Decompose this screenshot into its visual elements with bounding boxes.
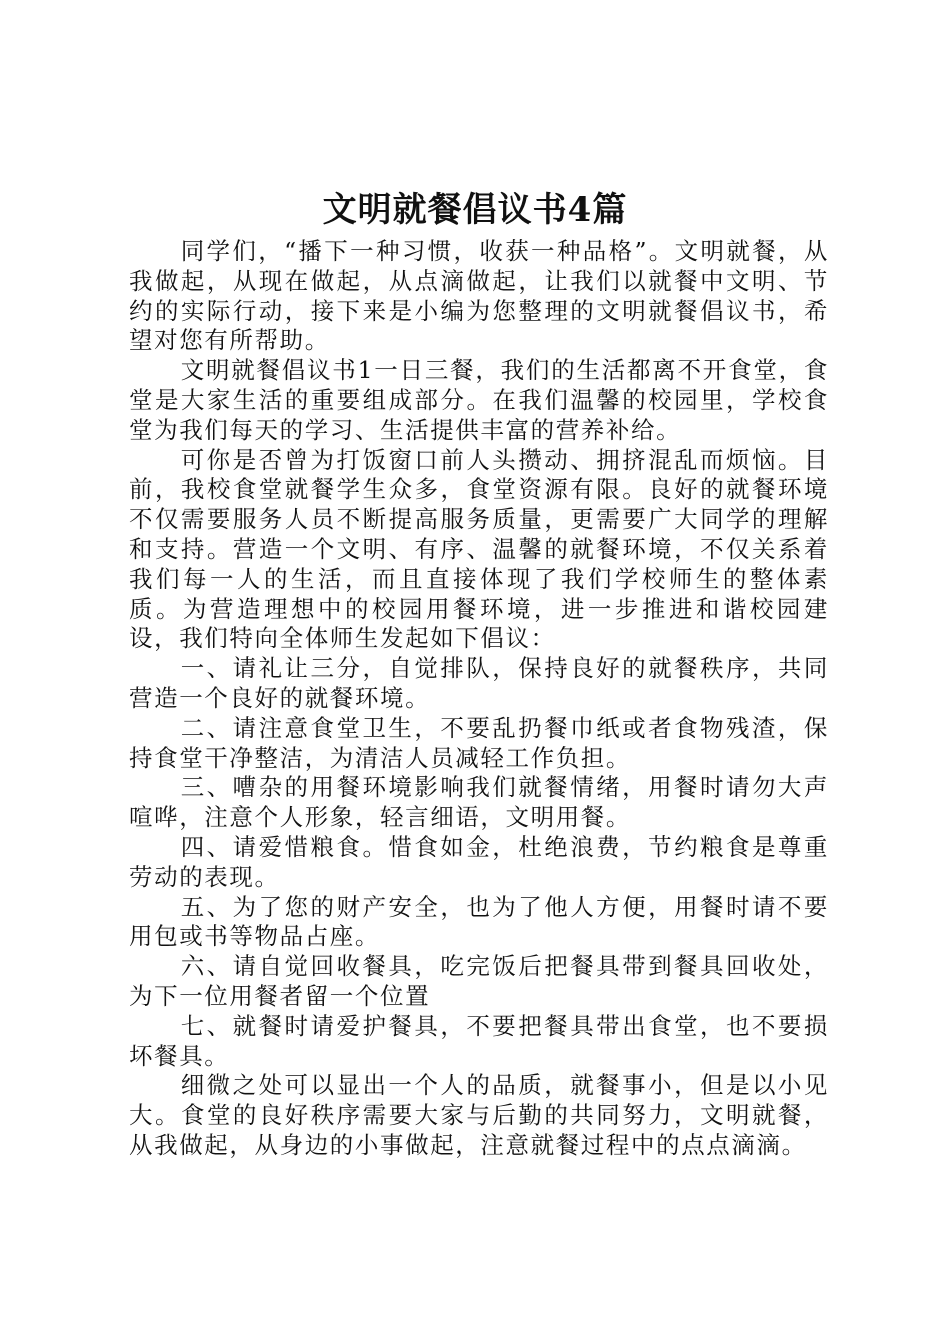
proposal-item-6: 六、请自觉回收餐具，吃完饭后把餐具带到餐具回收处，为下一位用餐者留一个位置 <box>129 952 829 1010</box>
proposal-item-5: 五、为了您的财产安全，也为了他人方便，用餐时请不要用包或书等物品占座。 <box>129 892 829 951</box>
closing-paragraph: 细微之处可以显出一个人的品质，就餐事小，但是以小见大。食堂的良好秩序需要大家与后勤的共同努力，文明就餐，从我做起，从身边的小事做起，注意就餐过程中的点点滴滴。 <box>129 1071 829 1159</box>
body-paragraph: 可你是否曾为打饭窗口前人头攒动、拥挤混乱而烦恼。目前，我校食堂就餐学生众多，食堂资源有限。良好的就餐环境不仅需要服务人员不断提高服务质量，更需要广大同学的理解和支持。营造一个文明、有序、温馨的就餐环境，不仅关系着我们每一人的生活，而且直接体现了我们学校师生的整体素质。为营造理想中的校园用餐环境，进一步推进和谐校园建设，我们特向全体师生发起如下倡议： <box>129 445 829 653</box>
proposal-item-3: 三、嘈杂的用餐环境影响我们就餐情绪，用餐时请勿大声喧哗，注意个人形象，轻言细语，文明用餐。 <box>129 773 829 832</box>
proposal-item-1: 一、请礼让三分，自觉排队，保持良好的就餐秩序，共同营造一个良好的就餐环境。 <box>129 654 829 712</box>
proposal-item-4: 四、请爱惜粮食。惜食如金，杜绝浪费，节约粮食是尊重劳动的表现。 <box>129 832 829 891</box>
proposal-item-2: 二、请注意食堂卫生，不要乱扔餐巾纸或者食物残渣，保持食堂干净整洁，为清洁人员减轻工作负担。 <box>129 713 829 772</box>
proposal-item-7: 七、就餐时请爱护餐具，不要把餐具带出食堂，也不要损坏餐具。 <box>129 1011 829 1070</box>
document-body <box>129 237 829 1161</box>
intro-paragraph: 同学们，“播下一种习惯，收获一种品格”。文明就餐，从我做起，从现在做起，从点滴做起，让我们以就餐中文明、节约的实际行动，接下来是小编为您整理的文明就餐倡议书，希望对您有所帮助。 <box>129 237 829 355</box>
body-paragraph: 文明就餐倡议书1一日三餐，我们的生活都离不开食堂，食堂是大家生活的重要组成部分。在我们温馨的校园里，学校食堂为我们每天的学习、生活提供丰富的营养补给。 <box>129 356 829 444</box>
document-title: 文明就餐倡议书4篇 <box>322 190 628 230</box>
